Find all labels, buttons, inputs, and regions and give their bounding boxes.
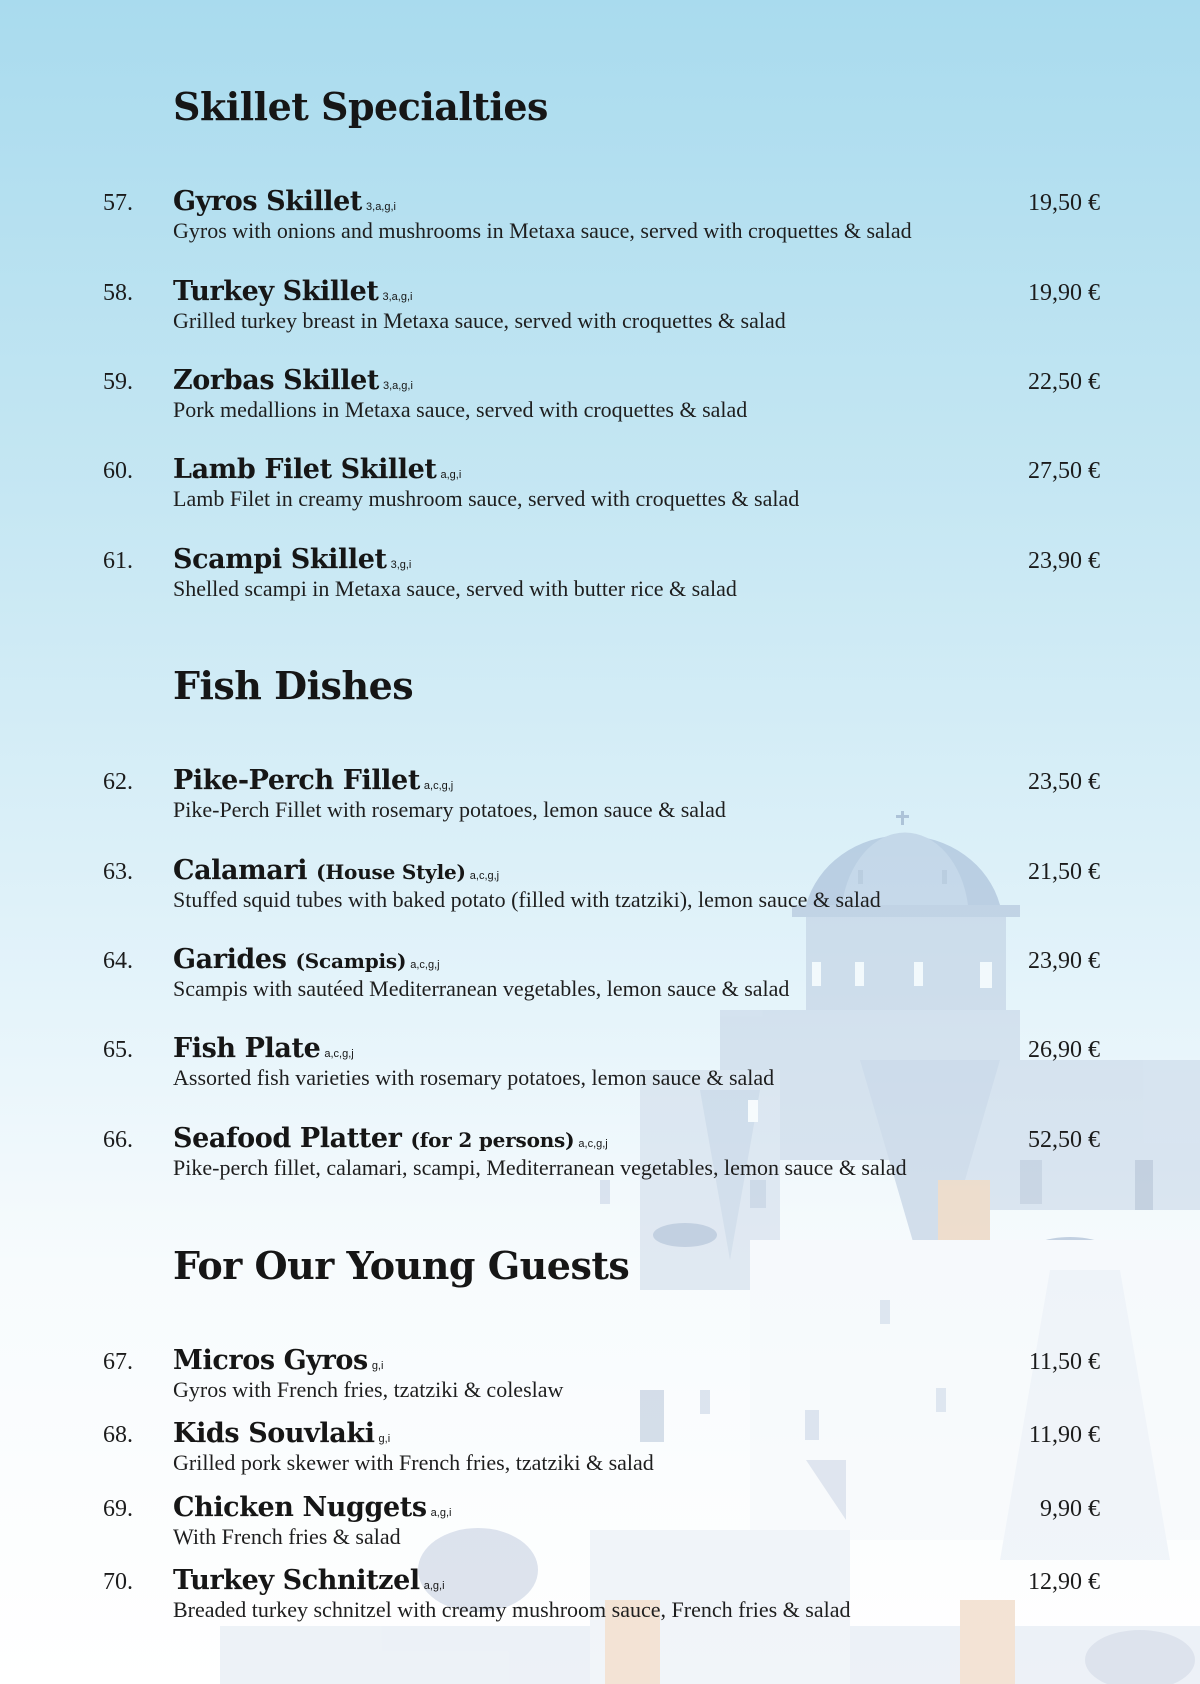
item-price: 22,50 € xyxy=(1028,369,1100,395)
item-number: 63. xyxy=(103,859,133,885)
menu-item xyxy=(0,1565,1200,1635)
item-description: Pork medallions in Metaxa sauce, served with croquettes & salad xyxy=(173,397,748,422)
item-name: Zorbas Skillet xyxy=(173,365,379,396)
item-price: 9,90 € xyxy=(1040,1496,1100,1522)
menu-item xyxy=(0,1033,1200,1103)
allergen-codes: a,c,g,j xyxy=(324,1048,354,1060)
item-name: Lamb Filet Skillet xyxy=(173,454,437,485)
item-name-line xyxy=(173,365,413,396)
item-name-line xyxy=(173,544,411,575)
item-name: Fish Plate xyxy=(173,1033,321,1064)
allergen-codes: g,i xyxy=(378,1433,391,1445)
item-name: Garides xyxy=(173,944,287,975)
item-description: With French fries & salad xyxy=(173,1524,401,1549)
menu-item xyxy=(0,186,1200,256)
item-price: 19,50 € xyxy=(1028,190,1100,216)
menu-item xyxy=(0,944,1200,1014)
section-title: Fish Dishes xyxy=(173,663,414,708)
allergen-codes: a,g,i xyxy=(423,1580,445,1592)
item-name: Turkey Schnitzel xyxy=(173,1565,420,1596)
allergen-codes: 3,a,g,i xyxy=(366,201,396,213)
allergen-codes: a,c,g,j xyxy=(410,959,440,971)
item-name-line xyxy=(173,1492,451,1523)
item-number: 60. xyxy=(103,458,133,484)
item-price: 12,90 € xyxy=(1028,1569,1100,1595)
allergen-codes: a,c,g,j xyxy=(423,780,454,792)
allergen-codes: a,c,g,j xyxy=(469,870,500,882)
allergen-codes: 3,a,g,i xyxy=(382,291,413,303)
item-number: 69. xyxy=(103,1496,133,1522)
menu-item xyxy=(0,765,1200,835)
menu-item xyxy=(0,1418,1200,1488)
item-price: 23,90 € xyxy=(1028,548,1100,574)
item-name-line xyxy=(173,1123,608,1154)
item-number: 58. xyxy=(103,280,133,306)
allergen-codes: a,g,i xyxy=(440,469,462,481)
item-name-note: (House Style) xyxy=(316,860,466,884)
item-name-line xyxy=(173,1418,390,1449)
item-description: Shelled scampi in Metaxa sauce, served with butter rice & salad xyxy=(173,576,737,601)
item-name: Pike-Perch Fillet xyxy=(173,765,420,796)
item-description: Pike-perch fillet, calamari, scampi, Mediterranean vegetables, lemon sauce & salad xyxy=(173,1155,907,1180)
item-name-line xyxy=(173,454,461,485)
menu-item xyxy=(0,365,1200,435)
item-name-note: (for 2 persons) xyxy=(410,1128,575,1152)
item-price: 52,50 € xyxy=(1028,1127,1100,1153)
item-description: Breaded turkey schnitzel with creamy mushroom sauce, French fries & salad xyxy=(173,1597,851,1622)
allergen-codes: a,g,i xyxy=(430,1507,452,1519)
item-price: 23,90 € xyxy=(1028,948,1100,974)
allergen-codes: g,i xyxy=(371,1360,384,1372)
menu-item xyxy=(0,544,1200,614)
item-name: Scampi Skillet xyxy=(173,544,387,575)
item-name-line xyxy=(173,765,453,796)
item-description: Gyros with onions and mushrooms in Metaxa sauce, served with croquettes & salad xyxy=(173,218,912,243)
item-name-line xyxy=(173,855,499,886)
item-description: Pike-Perch Fillet with rosemary potatoes, lemon sauce & salad xyxy=(173,797,726,822)
item-number: 68. xyxy=(103,1422,133,1448)
menu-item xyxy=(0,1123,1200,1193)
item-name-line xyxy=(173,1033,354,1064)
menu-item xyxy=(0,1345,1200,1415)
item-number: 64. xyxy=(103,948,133,974)
menu-item xyxy=(0,454,1200,524)
item-name: Micros Gyros xyxy=(173,1345,368,1376)
item-name-line xyxy=(173,944,440,975)
item-name-line xyxy=(173,1345,383,1376)
section-title: Skillet Specialties xyxy=(173,84,548,129)
item-number: 66. xyxy=(103,1127,133,1153)
item-name: Chicken Nuggets xyxy=(173,1492,427,1523)
item-description: Scampis with sautéed Mediterranean vegetables, lemon sauce & salad xyxy=(173,976,790,1001)
item-description: Grilled pork skewer with French fries, tzatziki & salad xyxy=(173,1450,654,1475)
item-price: 26,90 € xyxy=(1028,1037,1100,1063)
item-description: Assorted fish varieties with rosemary potatoes, lemon sauce & salad xyxy=(173,1065,775,1090)
menu-item xyxy=(0,855,1200,925)
item-number: 57. xyxy=(103,190,133,216)
menu-item xyxy=(0,1492,1200,1562)
item-name-line xyxy=(173,1565,445,1596)
allergen-codes: 3,g,i xyxy=(390,559,412,571)
item-description: Lamb Filet in creamy mushroom sauce, served with croquettes & salad xyxy=(173,486,800,511)
menu-item xyxy=(0,276,1200,346)
item-price: 19,90 € xyxy=(1028,280,1100,306)
item-name: Seafood Platter xyxy=(173,1123,402,1154)
item-name-line xyxy=(173,186,396,217)
item-name-note: (Scampis) xyxy=(295,949,407,973)
item-number: 70. xyxy=(103,1569,133,1595)
item-price: 21,50 € xyxy=(1028,859,1100,885)
item-price: 11,50 € xyxy=(1028,1349,1100,1375)
item-number: 65. xyxy=(103,1037,133,1063)
allergen-codes: a,c,g,j xyxy=(578,1138,608,1150)
item-price: 11,90 € xyxy=(1028,1422,1100,1448)
item-number: 67. xyxy=(103,1349,133,1375)
item-name: Turkey Skillet xyxy=(173,276,379,307)
item-description: Stuffed squid tubes with baked potato (filled with tzatziki), lemon sauce & salad xyxy=(173,887,881,912)
item-price: 23,50 € xyxy=(1028,769,1100,795)
item-description: Grilled turkey breast in Metaxa sauce, served with croquettes & salad xyxy=(173,308,786,333)
item-name: Kids Souvlaki xyxy=(173,1418,375,1449)
section-title: For Our Young Guests xyxy=(173,1243,630,1288)
item-number: 62. xyxy=(103,769,133,795)
item-number: 59. xyxy=(103,369,133,395)
item-number: 61. xyxy=(103,548,133,574)
item-name-line xyxy=(173,276,412,307)
item-name: Calamari xyxy=(173,855,308,886)
item-name: Gyros Skillet xyxy=(173,186,363,217)
allergen-codes: 3,a,g,i xyxy=(382,380,413,392)
item-price: 27,50 € xyxy=(1028,458,1100,484)
item-description: Gyros with French fries, tzatziki & coleslaw xyxy=(173,1377,564,1402)
